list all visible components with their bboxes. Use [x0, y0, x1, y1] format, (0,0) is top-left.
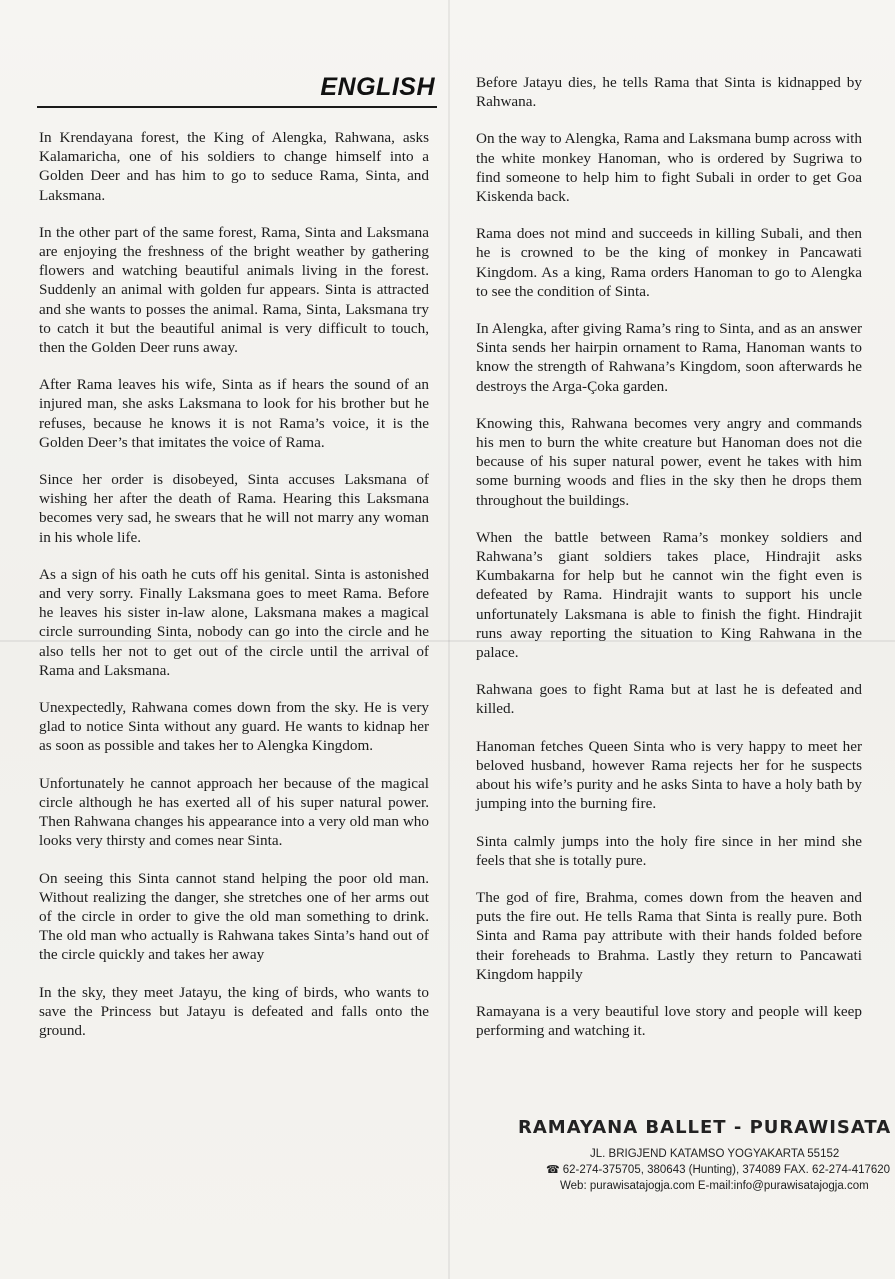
paragraph: In Krendayana forest, the King of Alengka, Rahwana, asks Kalamaricha, one of his soldiers to change himself into a Golden Deer and has him to go to seduce Rama, Sinta, and Laksmana. [39, 129, 429, 204]
paragraph: On seeing this Sinta cannot stand helping the poor old man. Without realizing the danger, she stretches one of her arms out of the circle in order to give the old man something to drink. The old man who actually is Rahwana takes Sinta’s hand out of the circle quickly and takes her away [39, 869, 429, 964]
paragraph: After Rama leaves his wife, Sinta as if hears the sound of an injured man, she asks Laksmana to look for his brother but he refuses, because he knows it is not Rama’s voice, it is the Golden Deer’s that imitates the voice of Rama. [39, 376, 429, 451]
paragraph: Hanoman fetches Queen Sinta who is very happy to meet her beloved husband, however Rama rejects her for he suspects about his wife’s purity and he asks Sinta to have a holy bath by jumping into the burning fire. [476, 737, 862, 813]
paragraph: As a sign of his oath he cuts off his genital. Sinta is astonished and very sorry. Finally Laksmana goes to meet Rama. Before he leaves his sister in-law alone, Laksmana makes a magical circle surrounding Sinta, nobody can go into the circle and he also tells her not to get out of the circle until the arrival of Rama and Laksmana. [39, 565, 429, 679]
title-underline [37, 106, 437, 108]
paragraph: Unexpectedly, Rahwana comes down from the sky. He is very glad to notice Sinta without any guard. He wants to kidnap her as soon as possible and takes her to Alengka Kingdom. [39, 699, 429, 755]
paragraph: Before Jatayu dies, he tells Rama that Sinta is kidnapped by Rahwana. [476, 74, 862, 111]
paragraph: Ramayana is a very beautiful love story and people will keep performing and watching it. [476, 1002, 862, 1040]
paragraph: Knowing this, Rahwana becomes very angry and commands his men to burn the white creature but Hanoman does not die because of his super natural power, event he takes with him some burning woods and flies in the sky then he drops them throughout the buildings. [476, 414, 862, 509]
web-email-line: Web: purawisatajogja.com E-mail:info@purawisatajogja.com [560, 1180, 869, 1192]
paragraph: Rahwana goes to fight Rama but at last he is defeated and killed. [476, 681, 862, 718]
paragraph: In the other part of the same forest, Rama, Sinta and Laksmana are enjoying the freshness of the bright weather by gathering flowers and watching beautiful animals living in the forest. Suddenly an animal with golden fur appears. Sinta is attracted and she wants to posses the animal. Rama, Sinta, Laksmana try to catch it but the beautiful animal is very difficult to touch, then the Golden Deer runs away. [39, 223, 429, 357]
paragraph: The god of fire, Brahma, comes down from the heaven and puts the fire out. He tells Rama that Sinta is really pure. Both Sinta and Rama pay attribute with their hands folded before their foreheads to Brahma. Lastly they return to Pancawati Kingdom happily [476, 888, 862, 983]
address-line: JL. BRIGJEND KATAMSO YOGYAKARTA 55152 [590, 1148, 840, 1160]
contact-block [476, 1146, 895, 1194]
paragraph: Unfortunately he cannot approach her because of the magical circle although he has exerted all of his super natural power. Then Rahwana changes his appearance into a very old man who looks very thirsty and comes near Sinta. [39, 774, 429, 850]
paragraph: On the way to Alengka, Rama and Laksmana bump across with the white monkey Hanoman, who is ordered by Sugriwa to find someone to help him to fight Subali in order to get Goa Kiskenda back. [476, 130, 862, 206]
phone-numbers: 62-274-375705, 380643 (Hunting), 374089 FAX. 62-274-417620 [562, 1164, 891, 1176]
paragraph: Sinta calmly jumps into the holy fire since in her mind she feels that she is totally pure. [476, 832, 862, 869]
paper-fold-vertical [448, 0, 450, 1279]
section-title: ENGLISH [320, 73, 435, 101]
brand-name: RAMAYANA BALLET - PURAWISATA [518, 1117, 892, 1138]
right-column [476, 73, 862, 1058]
telephone-icon: ☎ [546, 1164, 560, 1176]
paragraph: Rama does not mind and succeeds in killing Subali, and then he is crowned to be the king of monkey in Pancawati Kingdom. As a king, Rama orders Hanoman to go to Alengka to see the condition of Sinta. [476, 225, 862, 300]
paragraph: When the battle between Rama’s monkey soldiers and Rahwana’s giant soldiers takes place, Hindrajit asks Kumbakarna for help but he cannot win the fight even is defeated by Rama. Hindrajit wants to support his uncle unfortunately Laksmana is able to finish the fight. Hindrajit runs away reporting the situation to King Rahwana in the palace. [476, 528, 862, 662]
contact-footer [476, 1117, 895, 1194]
paragraph: In Alengka, after giving Rama’s ring to Sinta, and as an answer Sinta sends her hairpin ornament to Rama, Hanoman wants to know the strength of Rahwana’s Kingdom, soon afterwards he destroys the Arga-Çoka garden. [476, 320, 862, 395]
phone-line [546, 1162, 895, 1178]
left-column [39, 128, 429, 1058]
paragraph: Since her order is disobeyed, Sinta accuses Laksmana of wishing her after the death of Rama. Hearing this Laksmana becomes very sad, he swears that he will not marry any woman in his whole life. [39, 471, 429, 546]
paragraph: In the sky, they meet Jatayu, the king of birds, who wants to save the Princess but Jatayu is defeated and falls onto the ground. [39, 983, 429, 1039]
